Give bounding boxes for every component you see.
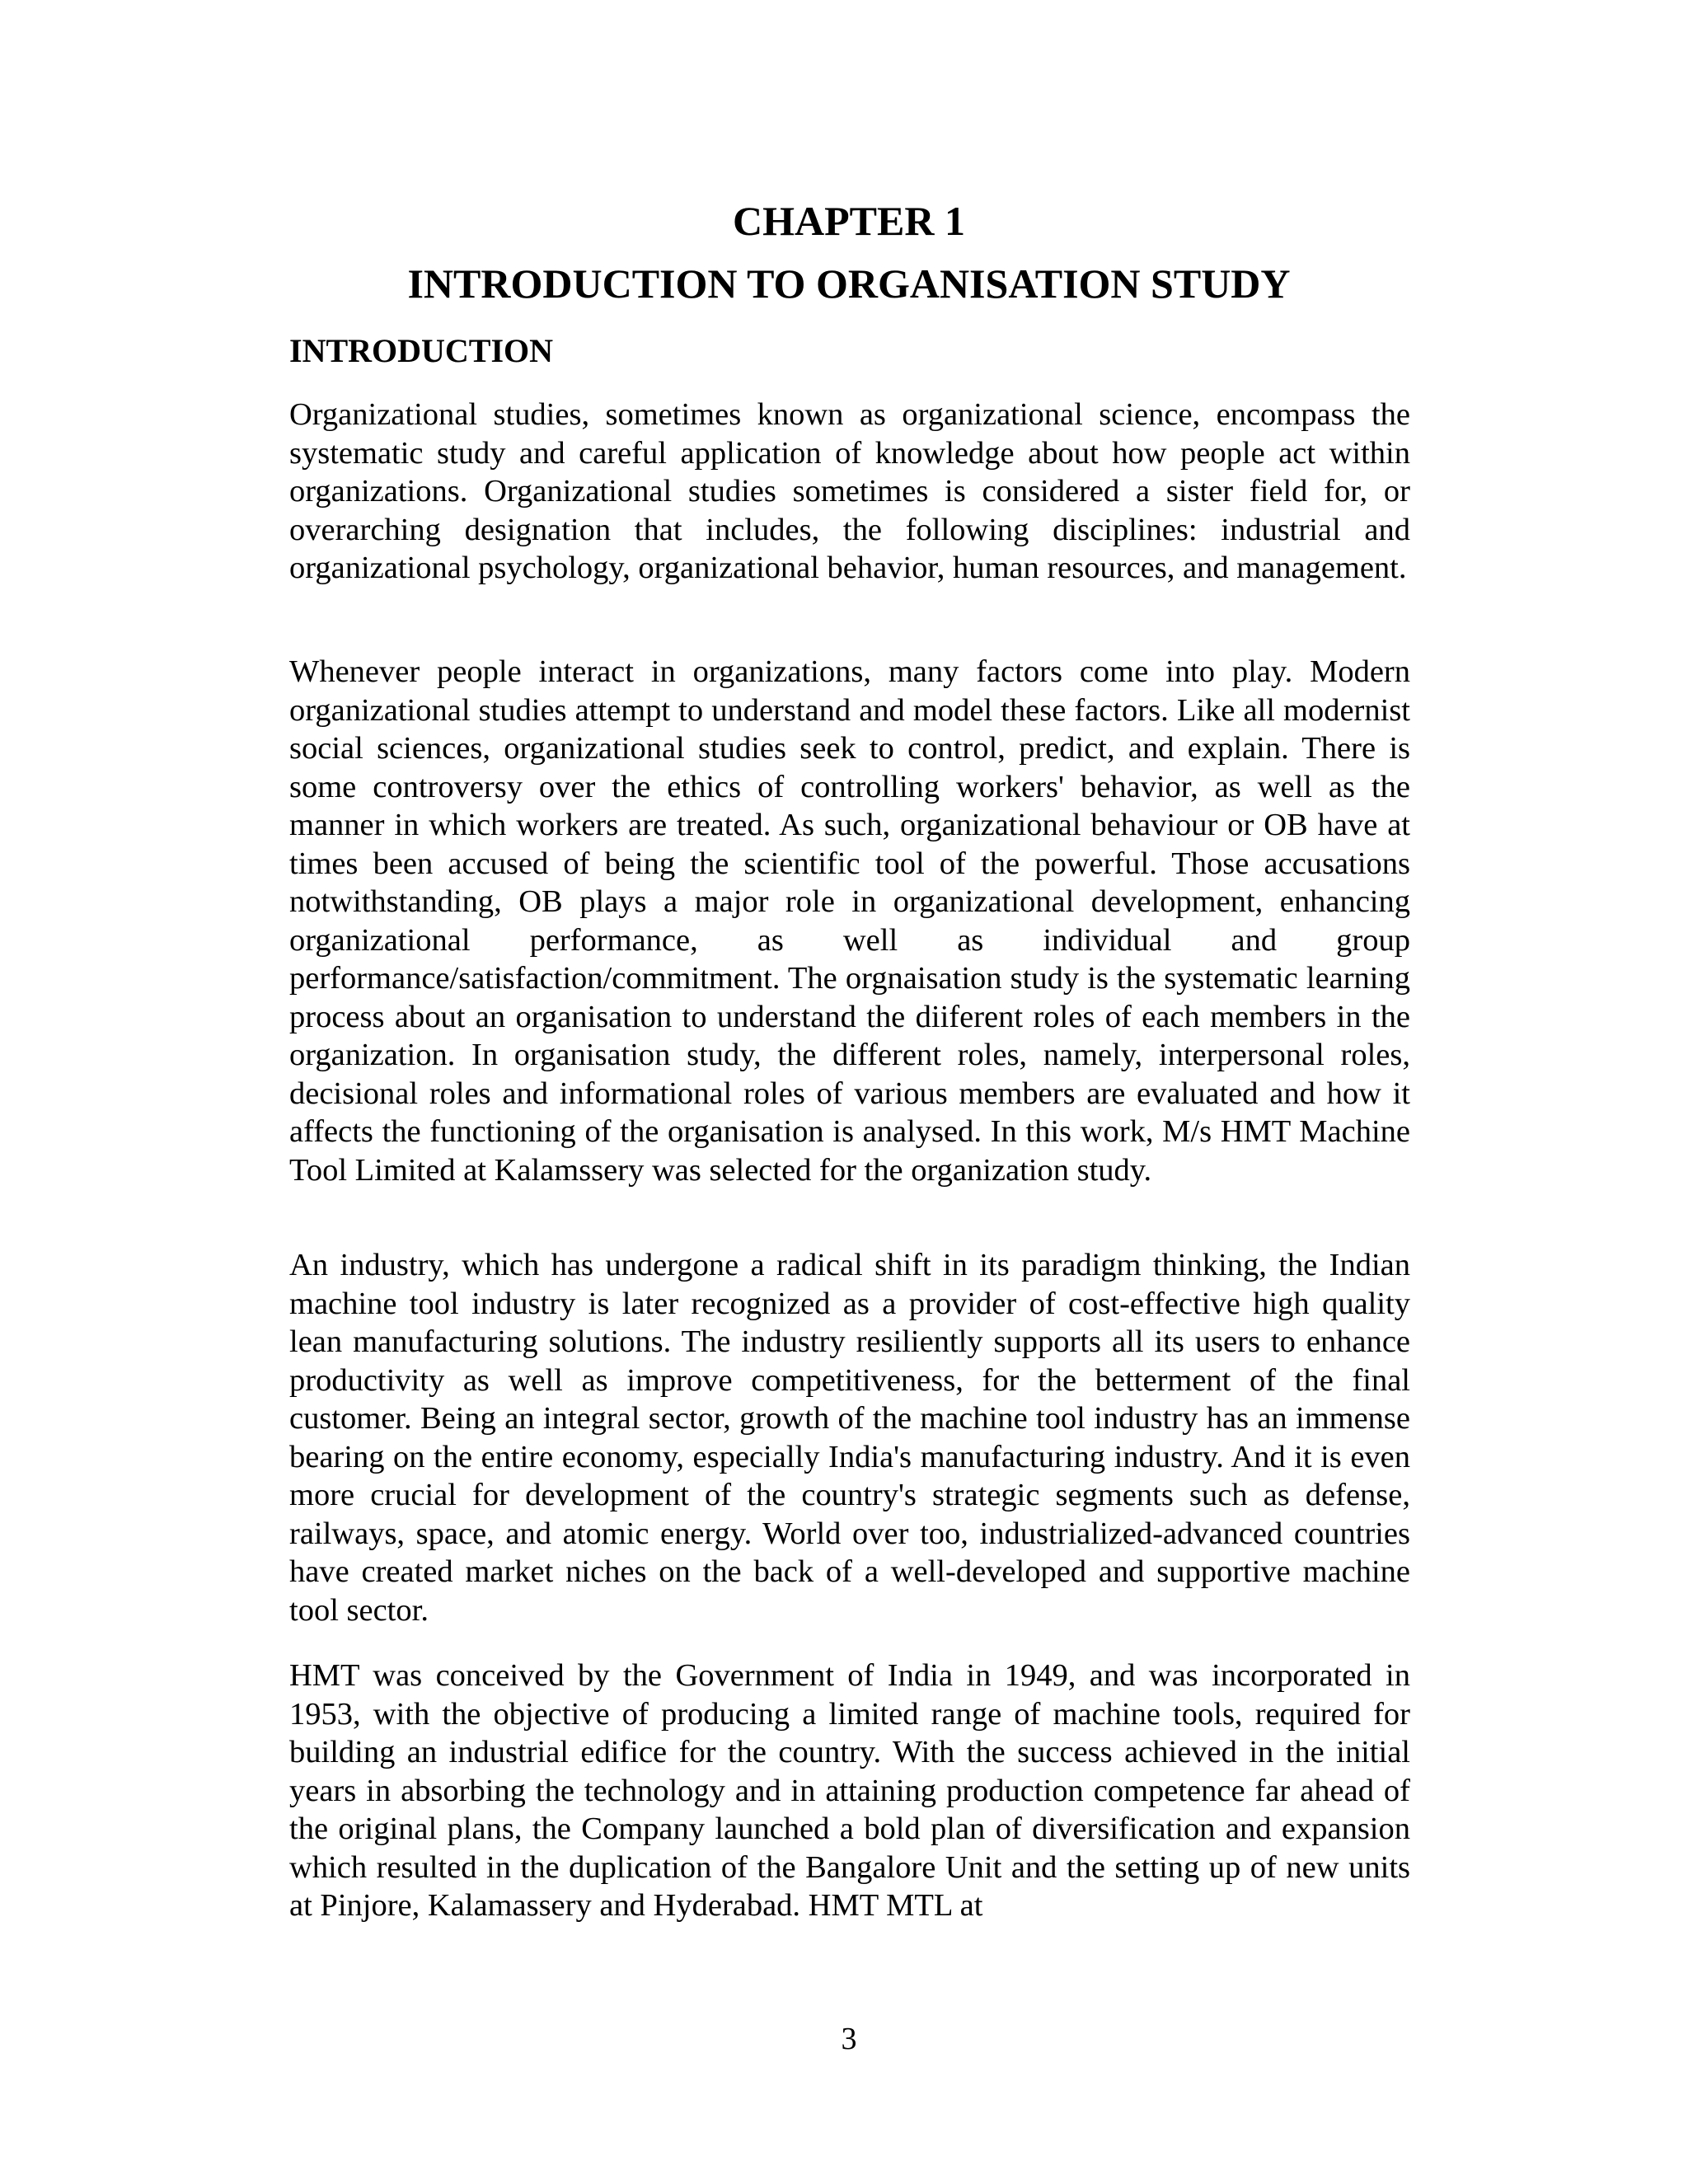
page-number: 3: [841, 2022, 857, 2056]
paragraph-1: Organizational studies, sometimes known as organizational science, encompass the systematic study and careful application of knowledge about how people act within organizations. Organizational studies sometimes is considered a sister field for, or overarching designation that includes, the following disciplines: industrial and organizational psychology, organizational behavior, human resources, and management.: [289, 397, 1410, 585]
paragraph-3: An industry, which has undergone a radical shift in its paradigm thinking, the Indian machine tool industry is later recognized as a provider of cost-effective high quality lean manufacturing solutions. The industry resiliently supports all its users to enhance productivity as well as improve competitiveness, for the betterment of the final customer. Being an integral sector, growth of the machine tool industry has an immense bearing on the entire economy, especially India's manufacturing industry. And it is even more crucial for development of the country's strategic segments such as defense, railways, space, and atomic energy. World over too, industrialized-advanced countries have created market niches on the back of a well-developed and supportive machine tool sector.: [289, 1248, 1410, 1628]
chapter-number: CHAPTER 1: [733, 198, 965, 244]
paragraph-2: Whenever people interact in organizations, many factors come into play. Modern organizational studies attempt to understand and model these factors. Like all modernist social sciences, organizational studies seek to control, predict, and explain. There is some controversy over the ethics of controlling workers' behavior, as well as the manner in which workers are treated. As such, organizational behaviour or OB have at times been accused of being the scientific tool of the powerful. Those accusations notwithstanding, OB plays a major role in organizational development, enhancing organizational performance, as well as individual and group performance/satisfaction/commitment. The orgnaisation study is the systematic learning process about an organisation to understand the diiferent roles of each members in the organization. In organisation study, the different roles, namely, interpersonal roles, decisional roles and informational roles of various members are evaluated and how it affects the functioning of the organisation is analysed. In this work, M/s HMT Machine Tool Limited at Kalamssery was selected for the organization study.: [289, 654, 1410, 1188]
chapter-title: INTRODUCTION TO ORGANISATION STUDY: [407, 260, 1291, 307]
paragraph-4: HMT was conceived by the Government of India in 1949, and was incorporated in 1953, with the objective of producing a limited range of machine tools, required for building an industrial edifice for the country. With the success achieved in the initial years in absorbing the technology and in attaining production competence far ahead of the original plans, the Company launched a bold plan of diversification and expansion which resulted in the duplication of the Bangalore Unit and the setting up of new units at Pinjore, Kalamassery and Hyderabad. HMT MTL at: [289, 1658, 1410, 1923]
section-heading: INTRODUCTION: [289, 332, 554, 369]
